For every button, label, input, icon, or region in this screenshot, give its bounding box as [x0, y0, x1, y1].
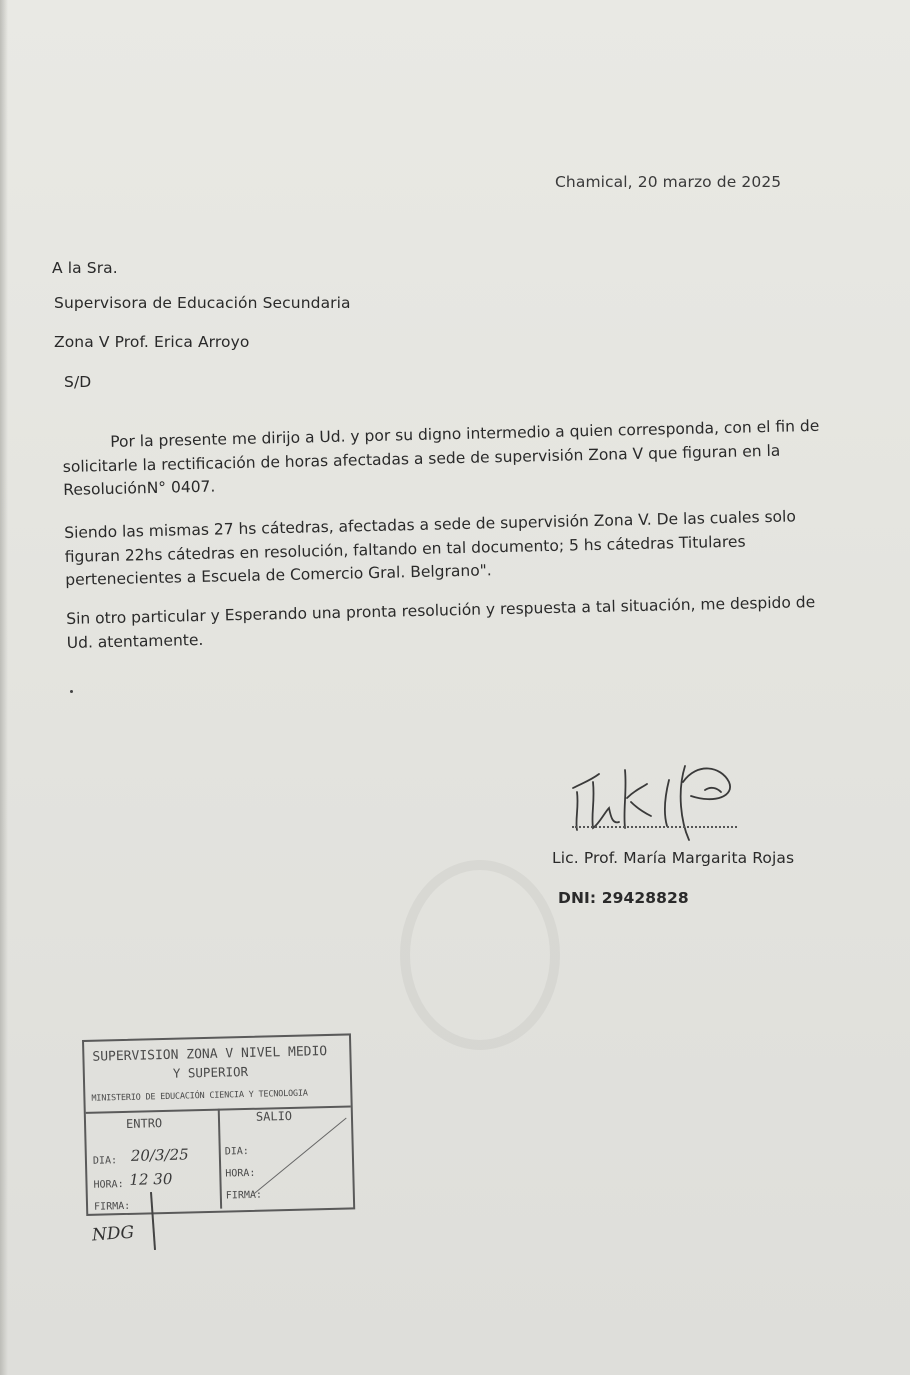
handwritten-initials: NDG	[91, 1222, 135, 1246]
paragraph-line: Siendo las mismas 27 hs cátedras, afectadas a sede de supervisión Zona V. De las cuales solo	[64, 507, 797, 542]
signer-name: Lic. Prof. María Margarita Rojas	[552, 849, 795, 867]
stamp-out-sign-label: FIRMA:	[225, 1189, 263, 1202]
stamp-in-sign-label: FIRMA:	[93, 1200, 131, 1213]
paragraph-line: solicitarle la rectificación de horas afectadas a sede de supervisión Zona V que figuran en la	[62, 441, 781, 476]
body-paragraph-2	[64, 505, 797, 592]
stamp-in-day-label: DIA:	[92, 1155, 118, 1167]
body-paragraph-1	[62, 415, 821, 503]
stamp-col-out: SALIO	[255, 1108, 293, 1124]
stamp-column-divider	[218, 1109, 222, 1209]
stamp-header-level: Y SUPERIOR	[172, 1063, 249, 1081]
letter-date: Chamical, 20 marzo de 2025	[555, 173, 782, 191]
stamp-handwritten-day: 20/3/25	[130, 1145, 189, 1165]
recipient-salutation: A la Sra.	[52, 259, 118, 277]
paragraph-line: Sin otro particular y Esperando una pronta resolución y respuesta a tal situación, me despido de	[66, 593, 816, 628]
handwritten-signature	[565, 752, 755, 842]
stamp-handwritten-hour: 12 30	[129, 1169, 173, 1189]
body-paragraph-3	[66, 591, 816, 655]
page-shadow-edge	[0, 0, 8, 1375]
signer-dni: DNI: 29428828	[558, 889, 689, 907]
stamp-col-in: ENTRO	[125, 1116, 163, 1131]
paragraph-line: Por la presente me dirijo a Ud. y por su digno intermedio a quien corresponda, con el fin de	[110, 416, 820, 451]
stamp-header-office: SUPERVISION ZONA V NIVEL MEDIO	[92, 1044, 328, 1065]
stamp-out-hour-label: HORA:	[225, 1167, 256, 1180]
recipient-sd: S/D	[64, 373, 92, 391]
signature-line	[572, 826, 737, 828]
stamp-out-day-label: DIA:	[224, 1145, 250, 1158]
stamp-cross-out-stroke	[253, 1118, 346, 1195]
paragraph-line: figuran 22hs cátedras en resolución, faltando en tal documento; 5 hs cátedras Titulares	[64, 532, 746, 566]
recipient-position: Supervisora de Educación Secundaria	[54, 294, 351, 312]
recipient-name: Zona V Prof. Erica Arroyo	[54, 333, 250, 351]
paragraph-line: pertenecientes a Escuela de Comercio Gral. Belgrano".	[65, 561, 492, 589]
stamp-in-hour-label: HORA:	[93, 1179, 124, 1191]
reception-stamp	[82, 1033, 355, 1216]
stamp-header-ministry: MINISTERIO DE EDUCACIÓN CIENCIA Y TECNOLOGIA	[91, 1088, 308, 1104]
paragraph-line: Ud. atentamente.	[66, 630, 204, 652]
paragraph-line: ResoluciónN° 0407.	[63, 477, 216, 499]
stray-dot	[70, 690, 73, 693]
faded-seal-mark	[400, 860, 560, 1050]
